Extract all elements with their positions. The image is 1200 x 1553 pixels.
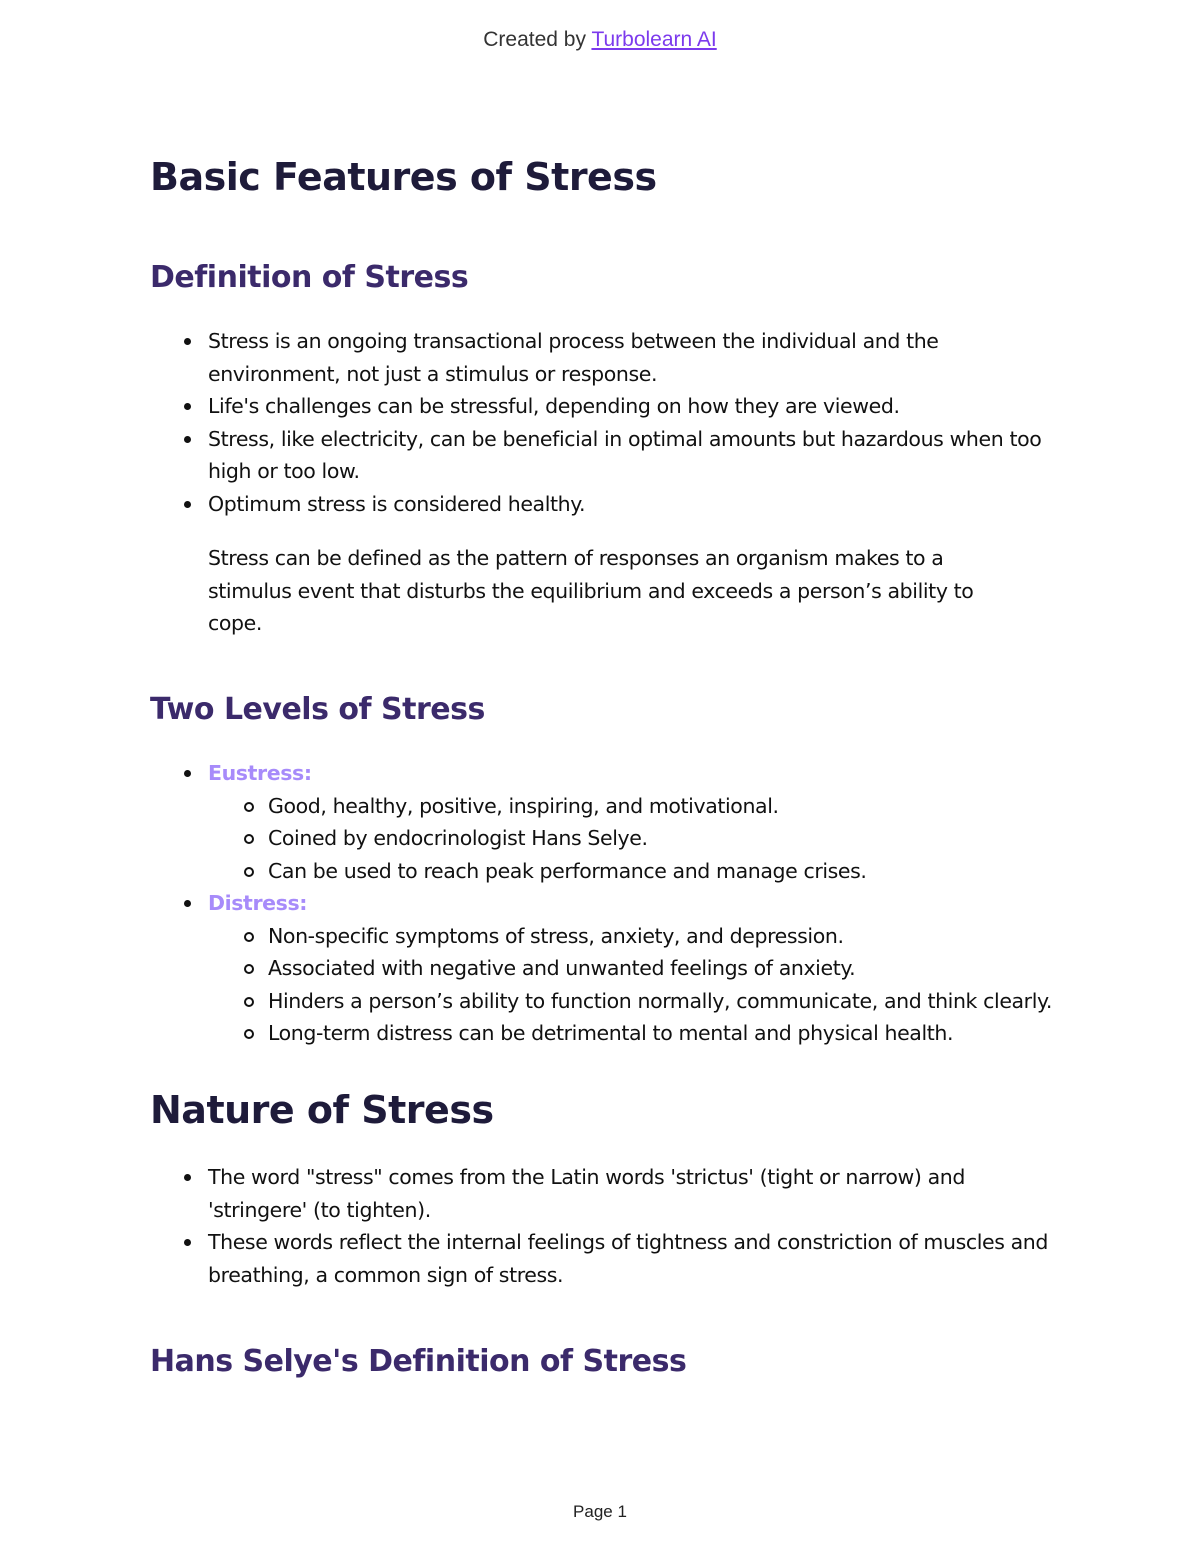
- section-title-nature: Nature of Stress: [150, 1088, 494, 1132]
- list-item-distress: [208, 887, 1060, 1050]
- page-header: [0, 28, 1200, 52]
- list-item: Stress is an ongoing transactional process between the individual and the environment, not just a stimulus or response.: [208, 325, 1060, 390]
- list-item: Long-term distress can be detrimental to mental and physical health.: [268, 1017, 1060, 1050]
- distress-sublist: [208, 920, 1060, 1050]
- turbolearn-link[interactable]: Turbolearn AI: [591, 28, 717, 51]
- list-item: Can be used to reach peak performance and manage crises.: [268, 855, 1060, 888]
- section-heading-selye: Hans Selye's Definition of Stress: [150, 1344, 687, 1379]
- eustress-sublist: [208, 790, 1060, 888]
- nature-list: [150, 1161, 1060, 1291]
- section-heading-levels: Two Levels of Stress: [150, 692, 485, 727]
- list-item: Stress, like electricity, can be beneficial in optimal amounts but hazardous when too high or too low.: [208, 423, 1060, 488]
- list-item: Coined by endocrinologist Hans Selye.: [268, 822, 1060, 855]
- list-item: Life's challenges can be stressful, depending on how they are viewed.: [208, 390, 1060, 423]
- list-item: Non-specific symptoms of stress, anxiety, and depression.: [268, 920, 1060, 953]
- document-title: Basic Features of Stress: [150, 155, 657, 199]
- list-item: These words reflect the internal feelings of tightness and constriction of muscles and breathing, a common sign of stress.: [208, 1226, 1060, 1291]
- created-by-label: Created by: [483, 28, 592, 51]
- list-item: Associated with negative and unwanted feelings of anxiety.: [268, 952, 1060, 985]
- list-item: The word "stress" comes from the Latin words 'strictus' (tight or narrow) and 'stringere' (to tighten).: [208, 1161, 1060, 1226]
- list-item: Good, healthy, positive, inspiring, and motivational.: [268, 790, 1060, 823]
- list-item: Optimum stress is considered healthy.: [208, 488, 1060, 521]
- distress-label: Distress:: [208, 891, 308, 915]
- levels-list: [150, 757, 1060, 1050]
- page-number: Page 1: [573, 1502, 627, 1521]
- list-item: Hinders a person’s ability to function normally, communicate, and think clearly.: [268, 985, 1060, 1018]
- definition-list: [150, 325, 1060, 520]
- definition-quote: Stress can be defined as the pattern of responses an organism makes to a stimulus event that disturbs the equilibrium and exceeds a person’s ability to cope.: [208, 546, 974, 635]
- section-heading-definition: Definition of Stress: [150, 260, 469, 295]
- eustress-label: Eustress:: [208, 761, 312, 785]
- list-item-eustress: [208, 757, 1060, 887]
